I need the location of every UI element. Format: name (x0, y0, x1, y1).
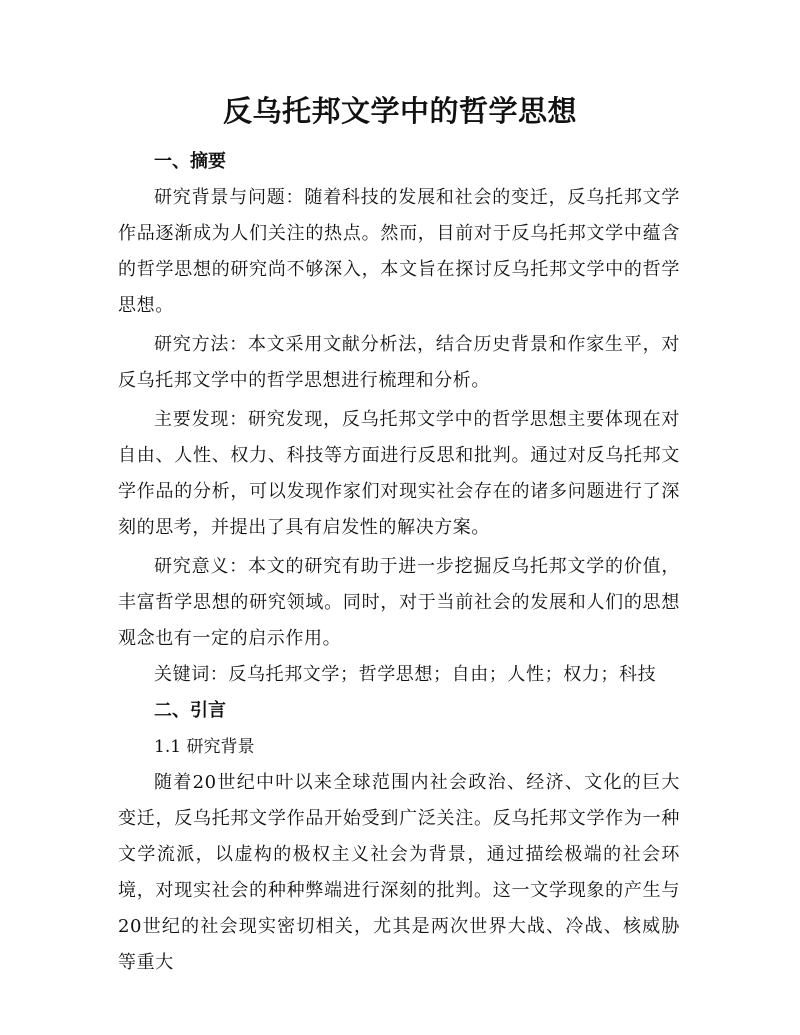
abstract-method-paragraph: 研究方法：本文采用文献分析法，结合历史背景和作家生平，对反乌托邦文学中的哲学思想进行梳理和分析。 (118, 334, 680, 391)
abstract-background-paragraph: 研究背景与问题：随着科技的发展和社会的变迁，反乌托邦文学作品逐渐成为人们关注的热点。然而，目前对于反乌托邦文学中蕴含的哲学思想的研究尚不够深入，本文旨在探讨反乌托邦文学中的哲学思想。 (118, 187, 680, 316)
research-background-subheading: 1.1 研究背景 (154, 737, 255, 757)
keywords-line: 关键词：反乌托邦文学；哲学思想；自由；人性；权力；科技 (154, 664, 657, 685)
abstract-findings-paragraph: 主要发现：研究发现，反乌托邦文学中的哲学思想主要体现在对自由、人性、权力、科技等方面进行反思和批判。通过对反乌托邦文学作品的分析，可以发现作家们对现实社会存在的诸多问题进行了深刻的思考，并提出了具有启发性的解决方案。 (118, 409, 680, 538)
abstract-heading: 一、摘要 (154, 151, 226, 172)
introduction-paragraph: 随着20世纪中叶以来全球范围内社会政治、经济、文化的巨大变迁，反乌托邦文学作品开始受到广泛关注。反乌托邦文学作为一种文学流派，以虚构的极权主义社会为背景，通过描绘极端的社会环境，对现实社会的种种弊端进行深刻的批判。这一文学现象的产生与20世纪的社会现实密切相关，尤其是两次世界大战、冷战、核威胁等重大 (118, 772, 680, 973)
document-body (118, 144, 680, 981)
document-title: 反乌托邦文学中的哲学思想 (222, 94, 577, 128)
introduction-heading: 二、引言 (154, 700, 226, 721)
abstract-significance-paragraph: 研究意义：本文的研究有助于进一步挖掘反乌托邦文学的价值，丰富哲学思想的研究领域。同时，对于当前社会的发展和人们的思想观念也有一定的启示作用。 (118, 556, 680, 649)
